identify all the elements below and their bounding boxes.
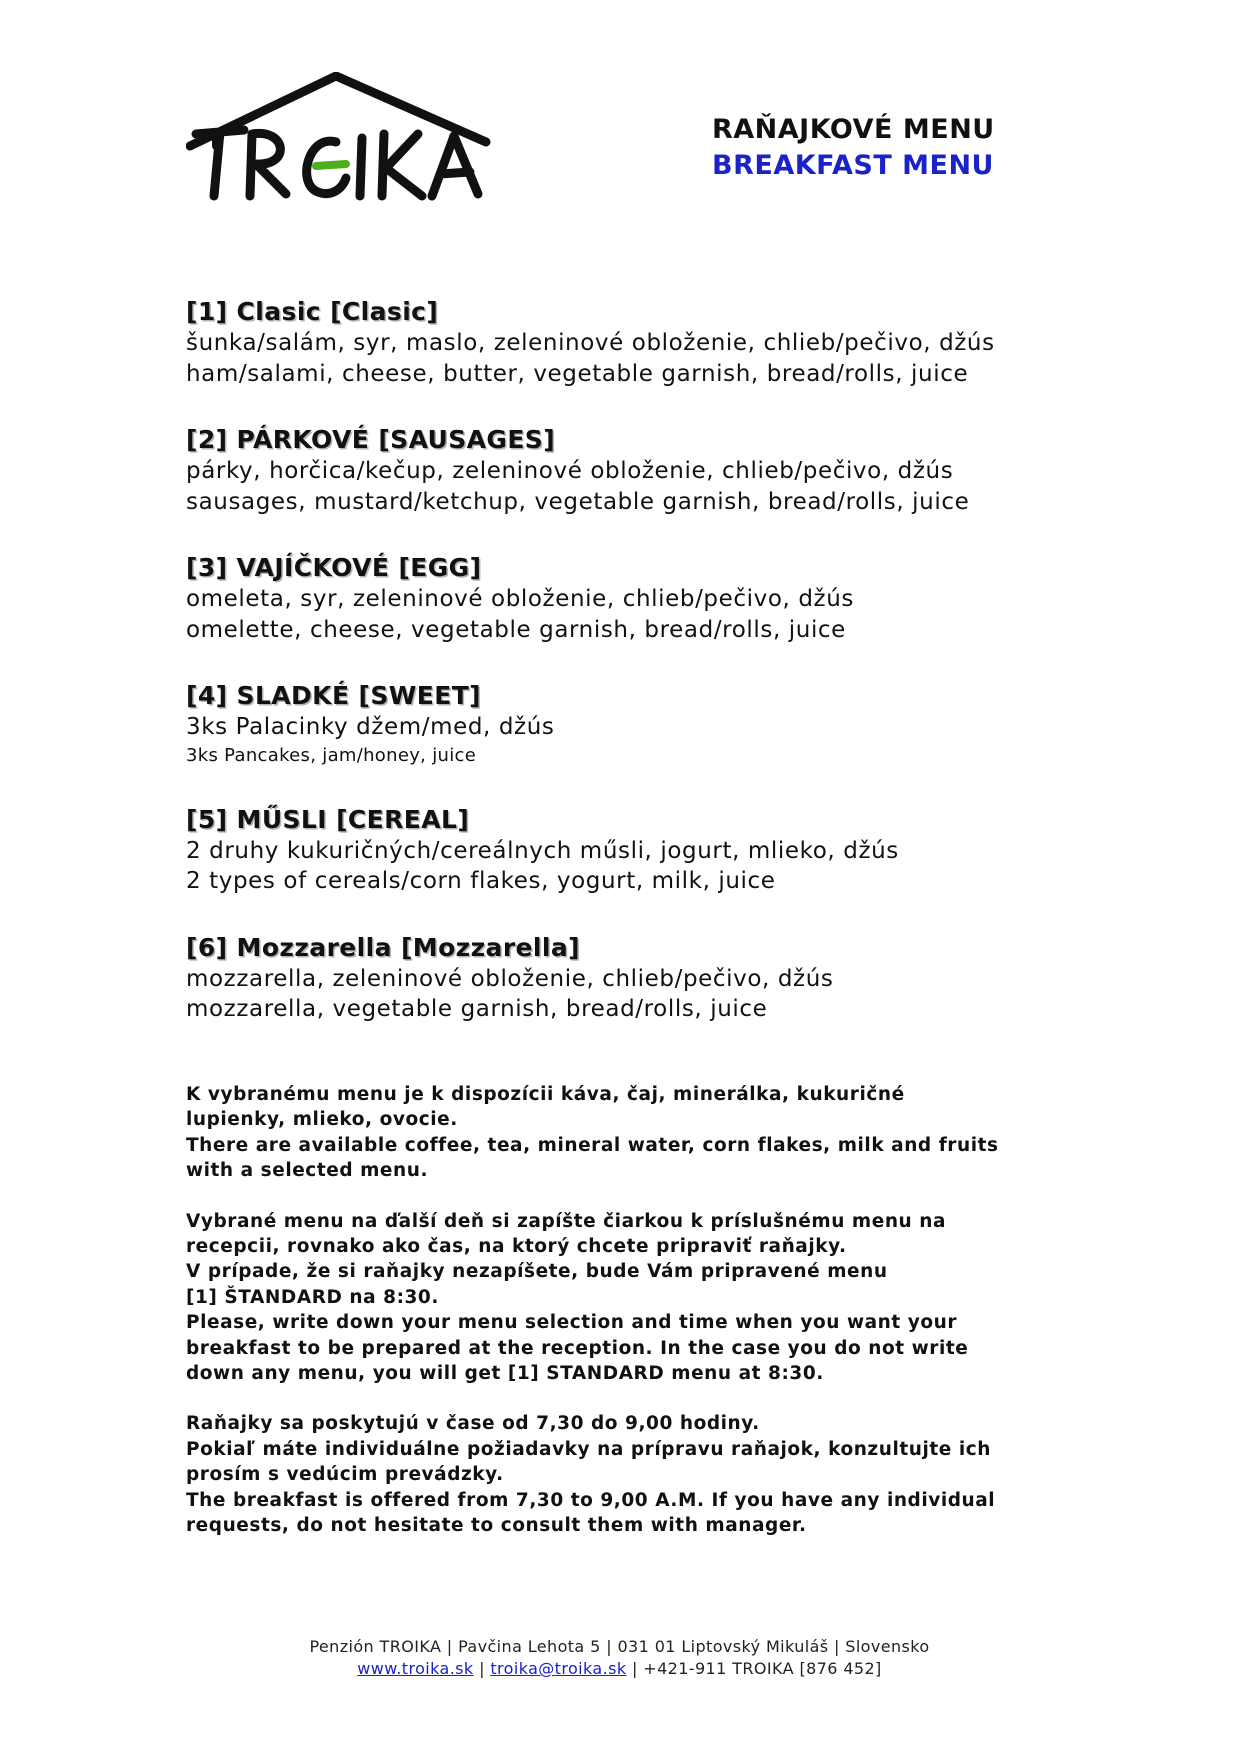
menu-item-description-sk: 3ks Palacinky džem/med, džús bbox=[186, 714, 555, 740]
menu-item-4 bbox=[186, 680, 1086, 769]
note-line: V prípade, že si raňajky nezapíšete, bude Vám pripravené menu bbox=[186, 1261, 888, 1283]
note-line: recepcii, rovnako ako čas, na ktorý chcete pripraviť raňajky. bbox=[186, 1236, 847, 1258]
menu-item-description-sk: šunka/salám, syr, maslo, zeleninové obloženie, chlieb/pečivo, džús bbox=[186, 330, 995, 356]
menu-item-6 bbox=[186, 932, 1086, 1025]
menu-item-description-en: ham/salami, cheese, butter, vegetable garnish, bread/rolls, juice bbox=[186, 360, 969, 387]
menu-item-heading: [3] VAJÍČKOVÉ [EGG] bbox=[186, 553, 482, 582]
note-line: There are available coffee, tea, mineral water, corn flakes, milk and fruits bbox=[186, 1134, 999, 1156]
menu-item-description-sk: párky, horčica/kečup, zeleninové obloženie, chlieb/pečivo, džús bbox=[186, 458, 954, 484]
menu-item-description-sk: omeleta, syr, zeleninové obloženie, chlieb/pečivo, džús bbox=[186, 586, 854, 612]
page-footer bbox=[0, 1636, 1239, 1680]
footer-contacts bbox=[0, 1658, 1239, 1680]
email-link[interactable]: troika@troika.sk bbox=[490, 1659, 627, 1678]
note-line: Vybrané menu na ďalší deň si zapíšte čiarkou k príslušnému menu na bbox=[186, 1210, 947, 1232]
note-line: Raňajky sa poskytujú v čase od 7,30 do 9,00 hodiny. bbox=[186, 1413, 760, 1435]
menu-item-heading: [4] SLADKÉ [SWEET] bbox=[186, 681, 481, 710]
menu-item-heading: [1] Clasic [Clasic] bbox=[186, 297, 439, 326]
menu-title bbox=[712, 112, 995, 184]
note-line: The breakfast is offered from 7,30 to 9,00 A.M. If you have any individual bbox=[186, 1489, 996, 1511]
note-line: down any menu, you will get [1] STANDARD menu at 8:30. bbox=[186, 1363, 824, 1385]
menu-item-3 bbox=[186, 552, 1086, 645]
menu-list bbox=[186, 296, 1086, 1060]
menu-item-5 bbox=[186, 804, 1086, 897]
availability-note bbox=[186, 1082, 1066, 1184]
house-logo-icon bbox=[186, 72, 506, 217]
menu-item-description-en: sausages, mustard/ketchup, vegetable garnish, bread/rolls, juice bbox=[186, 488, 970, 515]
note-line: requests, do not hesitate to consult them with manager. bbox=[186, 1515, 807, 1537]
note-line: [1] ŠTANDARD na 8:30. bbox=[186, 1286, 439, 1308]
ordering-note bbox=[186, 1209, 1066, 1387]
menu-item-description-en: 3ks Pancakes, jam/honey, juice bbox=[186, 744, 477, 766]
menu-item-description-en: omelette, cheese, vegetable garnish, bread/rolls, juice bbox=[186, 616, 846, 643]
troika-logo bbox=[186, 72, 506, 217]
website-link[interactable]: www.troika.sk bbox=[357, 1659, 474, 1678]
menu-item-description-en: 2 types of cereals/corn flakes, yogurt, milk, juice bbox=[186, 868, 776, 894]
menu-item-1 bbox=[186, 296, 1086, 389]
menu-item-2 bbox=[186, 424, 1086, 517]
menu-item-description-en: mozzarella, vegetable garnish, bread/rolls, juice bbox=[186, 996, 768, 1022]
note-line: Please, write down your menu selection and time when you want your bbox=[186, 1312, 958, 1334]
menu-item-heading: [2] PÁRKOVÉ [SAUSAGES] bbox=[186, 425, 556, 454]
title-english: BREAKFAST MENU bbox=[712, 150, 994, 181]
title-slovak: RAŇAJKOVÉ MENU bbox=[712, 114, 995, 145]
footer-address: Penzión TROIKA | Pavčina Lehota 5 | 031 01 Liptovský Mikuláš | Slovensko bbox=[309, 1637, 930, 1656]
menu-item-heading: [6] Mozzarella [Mozzarella] bbox=[186, 932, 580, 962]
note-line: lupienky, mlieko, ovocie. bbox=[186, 1109, 458, 1131]
menu-item-heading: [5] MŰSLI [CEREAL] bbox=[186, 804, 470, 834]
footer-phone: | +421-911 TROIKA [876 452] bbox=[626, 1659, 882, 1678]
note-line: prosím s vedúcim prevádzky. bbox=[186, 1464, 504, 1486]
breakfast-notes bbox=[186, 1082, 1066, 1564]
note-line: Pokiaľ máte individuálne požiadavky na prípravu raňajok, konzultujte ich bbox=[186, 1438, 991, 1460]
menu-item-description-sk: mozzarella, zeleninové obloženie, chlieb/pečivo, džús bbox=[186, 965, 834, 992]
note-line: with a selected menu. bbox=[186, 1160, 429, 1182]
note-line: K vybranému menu je k dispozícii káva, čaj, minerálka, kukuričné bbox=[186, 1084, 905, 1105]
footer-separator: | bbox=[473, 1659, 491, 1678]
note-line: breakfast to be prepared at the reception. In the case you do not write bbox=[186, 1337, 969, 1359]
hours-note bbox=[186, 1411, 1066, 1538]
menu-item-description-sk: 2 druhy kukuričných/cereálnych műsli, jogurt, mlieko, džús bbox=[186, 837, 899, 864]
